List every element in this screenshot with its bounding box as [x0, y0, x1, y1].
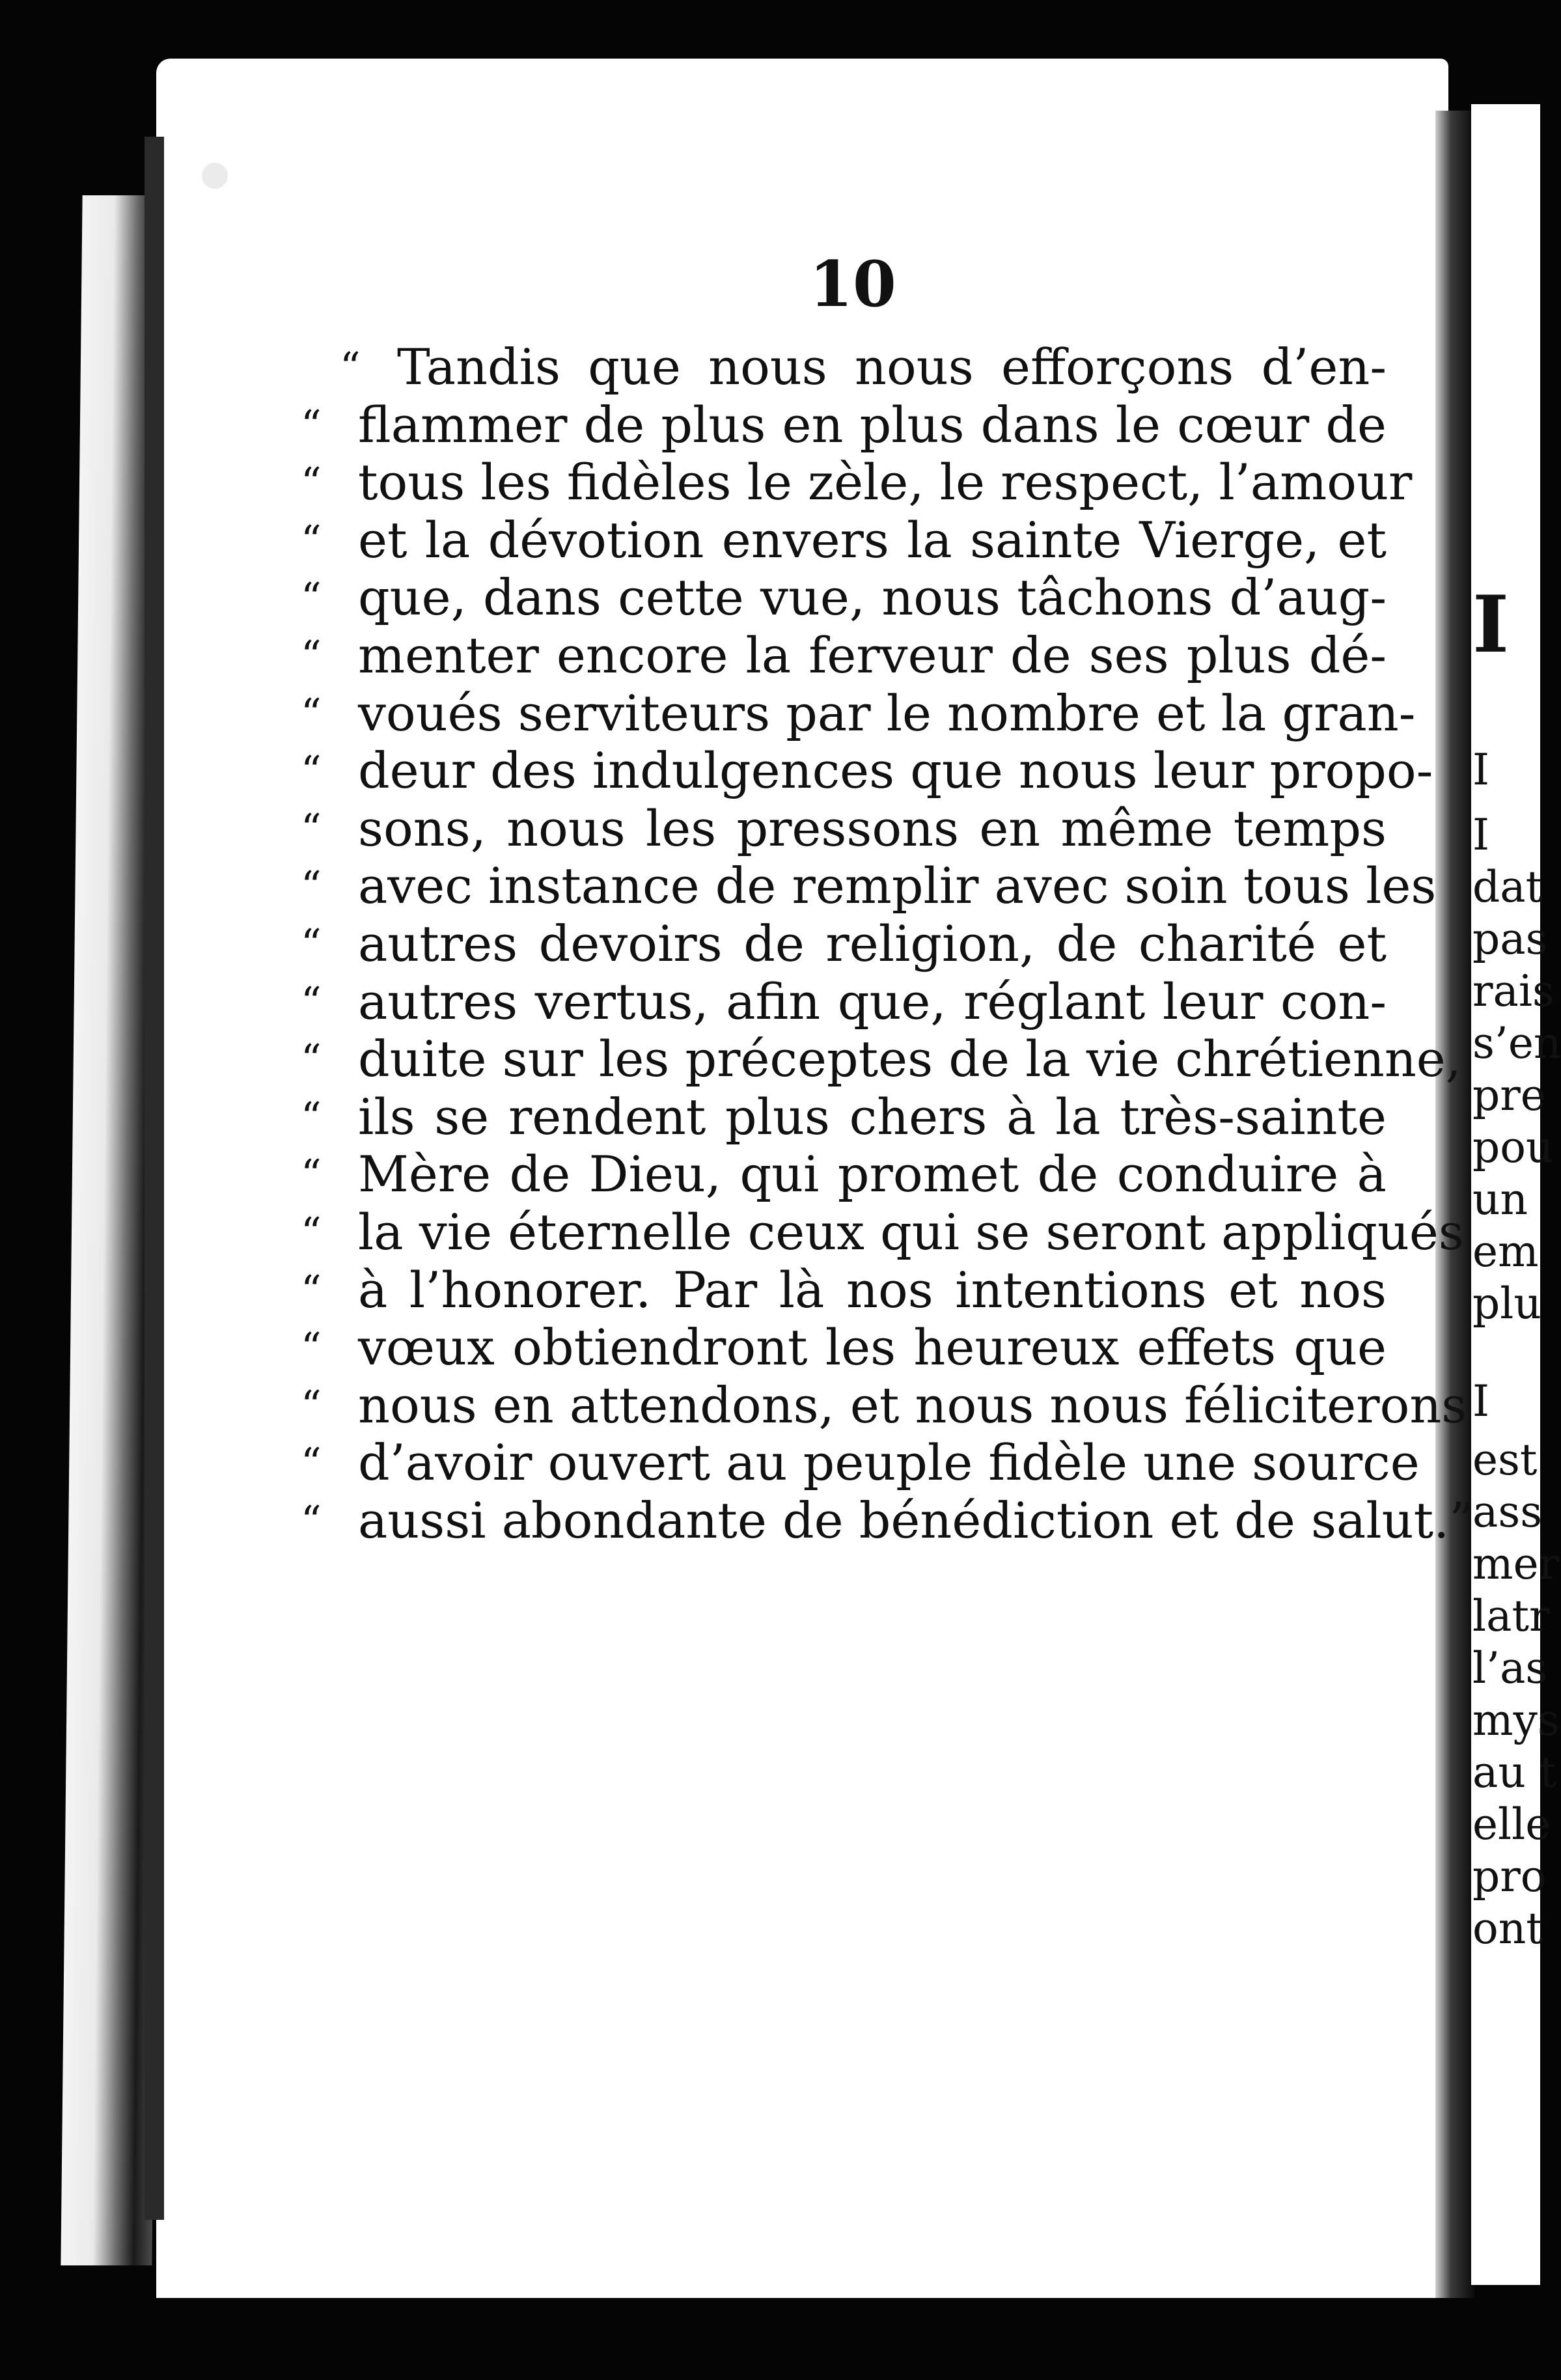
- next-page-fragment: latr: [1472, 1591, 1550, 1641]
- next-page-fragment: ont: [1472, 1903, 1543, 1954]
- line-text: menter encore la ferveur de ses plus dé-: [358, 626, 1387, 684]
- next-page-fragment: un: [1472, 1174, 1528, 1225]
- quote-mark: “: [301, 1208, 322, 1256]
- next-page-fragment: pre: [1472, 1070, 1546, 1120]
- text-line: [340, 338, 1387, 396]
- text-line: [301, 741, 1433, 800]
- quote-mark: “: [301, 862, 322, 910]
- line-text: que, dans cette vue, nous tâchons d’aug-: [358, 568, 1387, 627]
- text-line: [301, 972, 1387, 1031]
- line-text: tous les fidèles le zèle, le respect, l’amour: [358, 453, 1413, 512]
- line-text: deur des indulgences que nous leur propo-: [358, 741, 1433, 800]
- text-line: [301, 684, 1416, 743]
- next-page-fragment: plu: [1472, 1279, 1541, 1329]
- next-page-fragment: mys: [1472, 1695, 1560, 1745]
- next-page-fragment: dat: [1472, 862, 1543, 912]
- text-line: [301, 395, 1387, 454]
- line-text: à l’honorer. Par là nos intentions et nos: [358, 1260, 1387, 1319]
- text-line: [301, 1318, 1387, 1377]
- line-text: et la dévotion envers la sainte Vierge, et: [358, 510, 1387, 569]
- line-text: voués serviteurs par le nombre et la gran-: [358, 684, 1416, 742]
- quote-mark: “: [301, 1496, 322, 1544]
- next-page-fragment: est: [1472, 1435, 1538, 1485]
- text-line: [301, 626, 1387, 685]
- text-line: [301, 1087, 1387, 1146]
- next-page-fragment: em: [1472, 1226, 1539, 1277]
- quote-mark: “: [340, 343, 361, 391]
- page-number: 10: [809, 247, 896, 321]
- line-text: autres vertus, afin que, réglant leur con-: [358, 972, 1387, 1031]
- quote-mark: “: [301, 516, 322, 564]
- quote-mark: “: [301, 1150, 322, 1198]
- line-text: d’avoir ouvert au peuple fidèle une source: [358, 1433, 1420, 1492]
- text-line: [301, 799, 1387, 858]
- next-page-fragment: pro: [1472, 1851, 1547, 1902]
- line-text: ils se rendent plus chers à la très-sainte: [358, 1087, 1387, 1146]
- next-page-fragment: I: [1472, 745, 1490, 795]
- line-text: avec instance de remplir avec soin tous les: [358, 857, 1437, 915]
- next-page-fragment: I: [1472, 1376, 1490, 1426]
- quote-mark: “: [301, 400, 322, 449]
- text-line: [301, 857, 1437, 915]
- quote-mark: “: [301, 919, 322, 967]
- next-page-fragment: au t: [1472, 1747, 1557, 1797]
- text-line: [301, 1376, 1467, 1435]
- quote-mark: “: [301, 747, 322, 795]
- text-line: [301, 510, 1387, 570]
- text-line: [301, 1260, 1387, 1320]
- text-line: [301, 1030, 1461, 1088]
- ink-speck: [202, 163, 228, 189]
- line-text: sons, nous les pressons en même temps: [358, 799, 1387, 857]
- next-page-fragment: pas: [1472, 914, 1548, 964]
- quote-mark: “: [301, 1439, 322, 1487]
- quote-mark: “: [301, 1266, 322, 1314]
- text-line: [301, 1491, 1475, 1550]
- quote-mark: “: [301, 574, 322, 622]
- line-text: vœux obtiendront les heureux effets que: [358, 1318, 1387, 1377]
- quote-mark: “: [301, 689, 322, 737]
- quote-mark: “: [301, 804, 322, 852]
- line-text: flammer de plus en plus dans le cœur de: [358, 395, 1387, 454]
- next-page-fragment: rais: [1472, 966, 1554, 1016]
- text-line: [301, 453, 1413, 512]
- line-text: la vie éternelle ceux qui se seront appliqués: [358, 1202, 1464, 1261]
- line-text: Mère de Dieu, qui promet de conduire à: [358, 1145, 1387, 1204]
- line-text: nous en attendons, et nous nous féliciterons: [358, 1376, 1467, 1434]
- next-page-fragment: I: [1472, 810, 1490, 860]
- text-line: [301, 914, 1387, 973]
- next-page-text-fragments: [1472, 0, 1561, 2380]
- next-page-fragment: elle: [1472, 1799, 1551, 1849]
- next-page-fragment: s’en: [1472, 1018, 1561, 1068]
- quote-mark: “: [301, 977, 322, 1025]
- quote-mark: “: [301, 631, 322, 679]
- quote-mark: “: [301, 1035, 322, 1083]
- quote-mark: “: [301, 458, 322, 506]
- line-text: duite sur les préceptes de la vie chrétienne,: [358, 1030, 1461, 1088]
- next-page-fragment: mer: [1472, 1539, 1560, 1589]
- quote-mark: “: [301, 1092, 322, 1141]
- line-text: Tandis que nous nous efforçons d’en-: [397, 338, 1387, 396]
- next-page-fragment: ass: [1472, 1487, 1543, 1537]
- text-line: [301, 1433, 1420, 1492]
- next-page-fragment: l’as: [1472, 1643, 1548, 1693]
- text-line: [301, 568, 1387, 627]
- next-page-fragment: pou: [1472, 1122, 1554, 1172]
- line-text: aussi abondante de bénédiction et de salut.”: [358, 1491, 1475, 1549]
- line-text: autres devoirs de religion, de charité et: [358, 914, 1387, 973]
- quoted-paragraph: [301, 338, 1475, 1549]
- quote-mark: “: [301, 1323, 322, 1372]
- text-line: [301, 1145, 1387, 1204]
- quote-mark: “: [301, 1381, 322, 1429]
- text-line: [301, 1202, 1464, 1262]
- next-page-fragment: I: [1472, 579, 1510, 671]
